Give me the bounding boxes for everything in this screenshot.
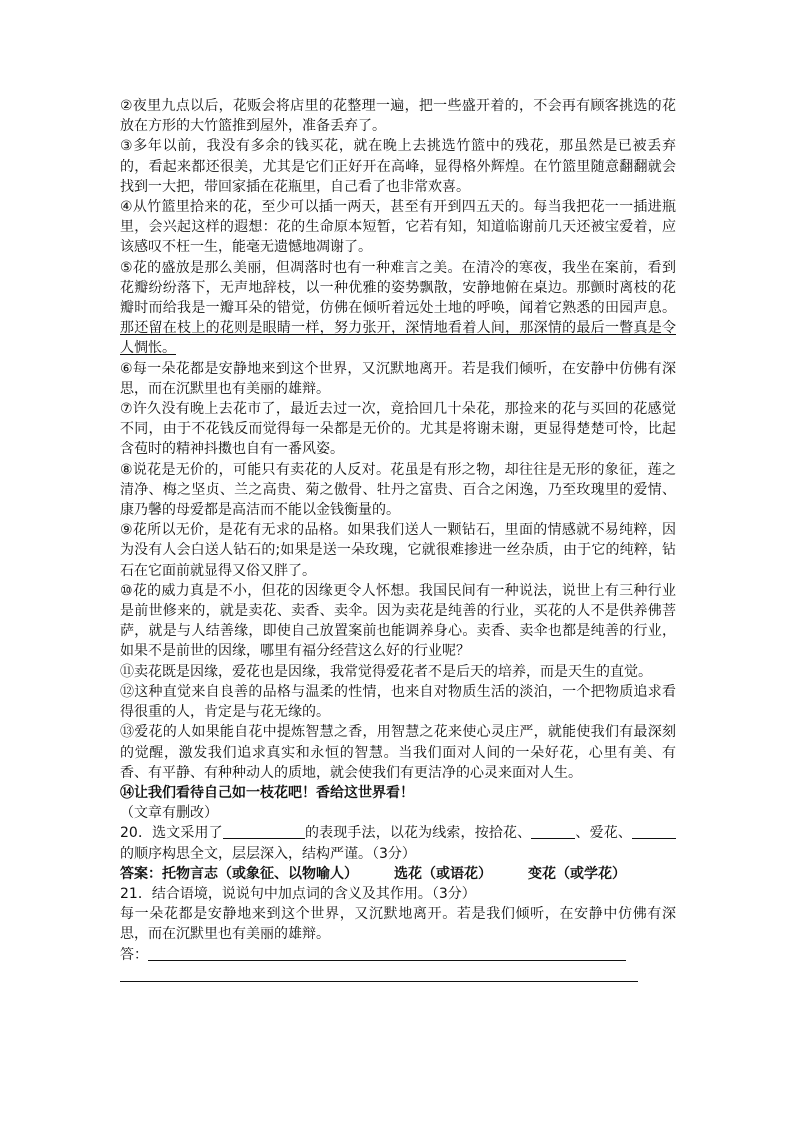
paragraph-11: ⑪卖花既是因缘，爱花也是因缘，我常觉得爱花者不是后天的培养，而是天生的直觉。 (120, 663, 652, 680)
paragraph-14: ⑭让我们看待自己如一枝花吧！香给这世界看！ (120, 784, 414, 801)
q20-answer-1: 托物言志（或象征、以物喻人） (162, 865, 358, 882)
q20-prefix: 20．选文采用了 (120, 825, 223, 842)
paragraph-2: ②夜里九点以后，花贩会将店里的花整理一遍，把一些盛开着的，不会再有顾客挑选的花放在方形的大竹篮推到屋外，准备丢弃了。 (120, 98, 676, 135)
q20-answer-2: 选花（或语花） (394, 865, 492, 882)
q21-answer-row (120, 945, 676, 965)
paragraph-12: ⑫这种直觉来自良善的品格与温柔的性情，也来自对物质生活的淡泊，一个把物质追求看得很重的人，肯定是与花无缘的。 (120, 683, 676, 721)
q21-sentence: 每一朵花都是安静地来到这个世界，又沉默地离开。若是我们倾听，在安静中仿佛有深思，而在沉默里也有美丽的雄辩。 (120, 906, 676, 943)
paragraph-10: ⑩花的威力真是不小，但花的因缘更令人怀想。我国民间有一种说法，说世上有三种行业是前世修来的，就是卖花、卖香、卖伞。因为卖花是纯善的行业，买花的人不是供养佛菩萨，就是与人结善缘，即使自己放置案前也能调养身心。卖香、卖伞也都是纯善的行业，如果不是前世的因缘，哪里有福分经营这么好的行业呢？ (120, 582, 676, 660)
paragraph-5-text: ⑤花的盛放是那么美丽，但凋落时也有一种难言之美。在清冷的寒夜，我坐在案前，看到花瓣纷纷落下，无声地辞枝，以一种优雅的姿势飘散，安静地俯在桌边。那颤时离枝的花瓣时而给我是一瓣耳朵的错觉，仿佛在倾听着远处土地的呼唤，闻着它熟悉的田园声息。 (120, 259, 676, 317)
paragraph-6: ⑥每一朵花都是安静地来到这个世界，又沉默地离开。若是我们倾听，在安静中仿佛有深思，而在沉默里也有美丽的雄辩。 (120, 360, 676, 397)
q21-answer-label: 答： (120, 946, 148, 963)
q21-answer-line-1[interactable] (148, 946, 626, 961)
question-20 (120, 823, 676, 863)
paragraph-8: ⑧说花是无价的，可能只有卖花的人反对。花虽是有形之物，却往往是无形的象征，莲之清净、梅之坚贞、兰之高贵、菊之傲骨、牡丹之富贵、百合之闲逸，乃至玫瑰里的爱情、康乃馨的母爱都是高洁而不能以金钱衡量的。 (120, 461, 676, 519)
source-note: （文章有删改） (120, 805, 218, 822)
paragraph-7: ⑦许久没有晚上去花市了，最近去过一次，竟拾回几十朵花，那捡来的花与买回的花感觉不同，由于不花钱反而觉得每一朵都是无价的。尤其是将谢未谢，更显得楚楚可怜，比起含苞时的精神抖擞也自有一番风姿。 (120, 401, 676, 458)
q21-answer-line-2[interactable] (120, 967, 638, 982)
paragraph-5-underlined-sentence: 那还留在枝上的花则是眼睛一样，努力张开，深情地看着人间，那深情的最后一瞥真是令人惆怅。 (120, 320, 676, 357)
q20-answer-label: 答案： (120, 865, 162, 882)
paragraph-13: ⑬爱花的人如果能自花中提炼智慧之香，用智慧之花来使心灵庄严，就能使我们有最深刻的觉醒，激发我们追求真实和永恒的智慧。当我们面对人间的一朵好花，心里有美、有香、有平静、有种种动人的质地，就会使我们有更洁净的心灵来面对人生。 (120, 724, 676, 781)
q20-middle: 的表现手法，以花为线索，按拾花、 (304, 825, 532, 842)
paragraph-3: ③多年以前，我没有多余的钱买花，就在晚上去挑选竹篮中的残花，那虽然是已被丢弃的，看起来都还很美，尤其是它们正好开在高峰，显得格外辉煌。在竹篮里随意翻翻就会找到一大把，带回家插在花瓶里，自己看了也非常欢喜。 (120, 138, 676, 195)
q20-sep: 、爱花、 (575, 825, 633, 842)
paragraph-5 (120, 258, 676, 359)
paragraph-4: ④从竹篮里拾来的花，至少可以插一两天，甚至有开到四五天的。每当我把花一一插进瓶里，会兴起这样的遐想：花的生命原本短暂，它若有知，知道临谢前几天还被宝爱着，应该感叹不枉一生，能毫无遗憾地凋谢了。 (120, 199, 676, 256)
q20-blank-1[interactable] (223, 824, 305, 839)
q20-blank-2[interactable] (531, 824, 575, 839)
q20-suffix: 的顺序构思全文，层层深入，结构严谨。（3分） (120, 845, 416, 862)
q20-blank-3[interactable] (632, 824, 676, 839)
q20-answer (120, 864, 676, 884)
question-21: 21．结合语境，说说句中加点词的含义及其作用。（3分） (120, 885, 476, 902)
q20-answer-3: 变花（或学花） (528, 865, 626, 882)
paragraph-9: ⑨花所以无价，是花有无求的品格。如果我们送人一颗钻石，里面的情感就不易纯粹，因为没有人会白送人钻石的;如果是送一朵玫瑰，它就很难掺进一丝杂质，由于它的纯粹，钻石在它面前就显得又俗又胖了。 (120, 522, 676, 579)
document-page (120, 96, 676, 982)
